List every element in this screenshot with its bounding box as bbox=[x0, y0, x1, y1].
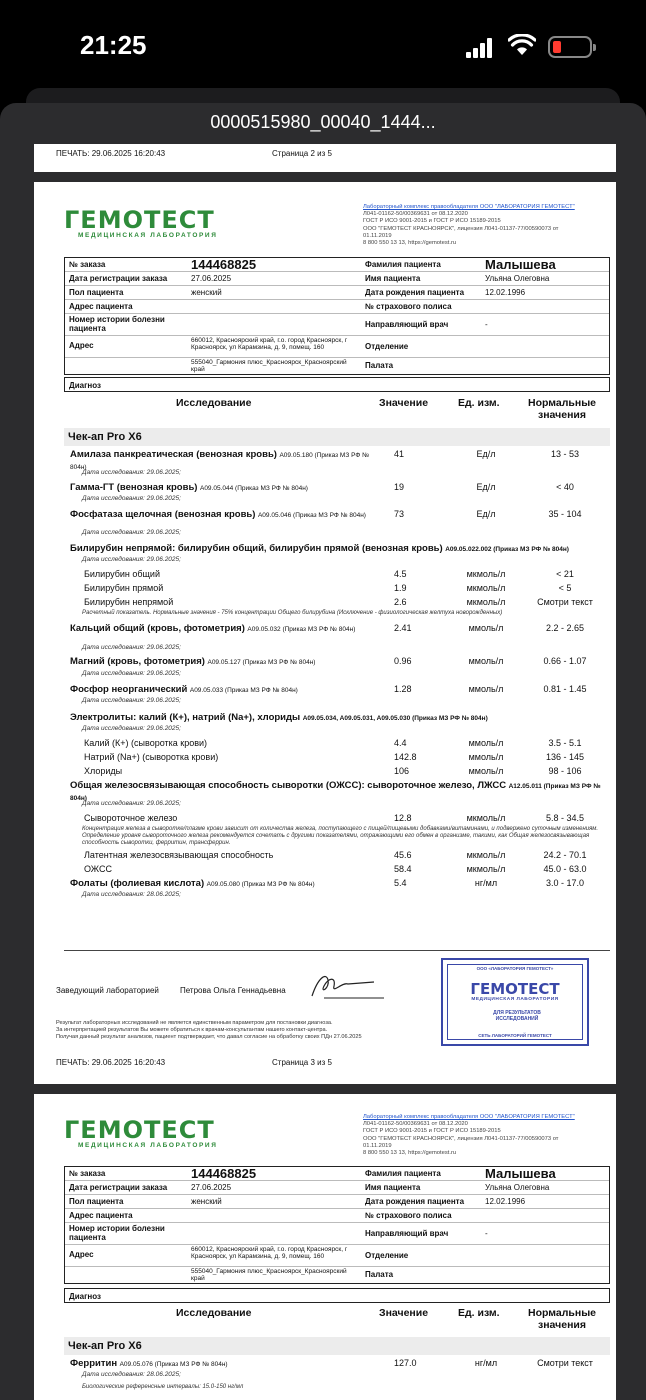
test-date: Дата исследования: 28.06.2025; bbox=[82, 1371, 181, 1378]
clock: 21:25 bbox=[80, 30, 147, 60]
diagnosis-row: Диагноз bbox=[64, 377, 610, 392]
test-group: Билирубин непрямой: билирубин общий, билирубин прямой (венозная кровь) A09.05.022.002 (Приказ МЗ РФ № 804н) bbox=[70, 543, 569, 554]
test-date: Дата исследования: 29.06.2025; bbox=[82, 800, 181, 807]
gemotest-logo: ГЕМОТЕСТ МЕДИЦИНСКАЯ ЛАБОРАТОРИЯ bbox=[64, 206, 218, 239]
test-row: Билирубин прямой 1.9 мкмоль/л < 5 bbox=[84, 583, 572, 593]
test-row: Билирубин непрямой 2.6 мкмоль/л Смотри текст bbox=[84, 597, 593, 607]
test-date: Дата исследования: 29.06.2025; bbox=[82, 725, 181, 732]
patient-info-table: № заказа 144468825 Фамилия пациента Малышева Дата регистрации заказа 27.06.2025 Имя пациента Ульяна Олеговна Пол пациента женский Дата рождения пациента 12.02.1996 Адрес пациента № страхового полиса Номер истории болезни пациента Направляющий врач - Адрес 660012, Красноярский край, г.о. город Красноярск, г Красноярск, ул Карамзина, д. 9, помещ. 160 Отделение 555040_Гармония плюс_Красноярск_Красноярский край Палата bbox=[64, 1166, 610, 1284]
col-unit: Ед. изм. bbox=[458, 397, 500, 409]
col-test: Исследование bbox=[176, 397, 252, 409]
test-row: Фосфор неорганический A09.05.033 (Приказ МЗ РФ № 804н) 1.28 ммоль/л 0.81 - 1.45 bbox=[70, 684, 587, 695]
gemotest-logo: ГЕМОТЕСТ МЕДИЦИНСКАЯ ЛАБОРАТОРИЯ bbox=[64, 1116, 218, 1149]
col-unit: Ед. изм. bbox=[458, 1307, 500, 1319]
pdf-page bbox=[34, 182, 616, 1084]
test-date: Дата исследования: 28.06.2025; bbox=[82, 891, 181, 898]
test-row: Гамма-ГТ (венозная кровь) A09.05.044 (Приказ МЗ РФ № 804н) 19 Ед/л < 40 bbox=[70, 482, 574, 493]
test-row: Сывороточное железо 12.8 мкмоль/л 5.8 - 34.5 bbox=[84, 813, 585, 823]
test-group: Общая железосвязывающая способность сыворотки (ОЖСС): сывороточное железо, ЛЖСС A12.05.011 (Приказ МЗ РФ № 804н) bbox=[70, 780, 601, 802]
test-row: Латентная железосвязывающая способность 45.6 мкмоль/л 24.2 - 70.1 bbox=[84, 850, 587, 860]
test-row: Натрий (Na+) (сыворотка крови) 142.8 ммоль/л 136 - 145 bbox=[84, 752, 585, 762]
test-row: Магний (кровь, фотометрия) A09.05.127 (Приказ МЗ РФ № 804н) 0.96 ммоль/л 0.66 - 1.07 bbox=[70, 656, 587, 667]
section-title: Чек-ап Pro X6 bbox=[64, 1337, 610, 1355]
test-row: Фолаты (фолиевая кислота) A09.05.080 (Приказ МЗ РФ № 804н) 5.4 нг/мл 3.0 - 17.0 bbox=[70, 878, 585, 889]
print-date: ПЕЧАТЬ: 29.06.2025 16:20:43 bbox=[56, 1058, 166, 1067]
test-row: Билирубин общий 4.5 мкмоль/л < 21 bbox=[84, 569, 574, 579]
test-row: Ферритин A09.05.076 (Приказ МЗ РФ № 804н) 127.0 нг/мл Смотри текст bbox=[70, 1358, 593, 1369]
lab-stamp: ООО «ЛАБОРАТОРИЯ ГЕМОТЕСТ» ГЕМОТЕСТ МЕДИЦИНСКАЯ ЛАБОРАТОРИЯ ДЛЯ РЕЗУЛЬТАТОВ ИССЛЕДОВАНИЙ СЕТЬ ЛАБОРАТОРИЙ ГЕМОТЕСТ bbox=[441, 958, 589, 1046]
test-row: Фосфатаза щелочная (венозная кровь) A09.05.046 (Приказ МЗ РФ № 804н) 73 Ед/л 35 - 104 bbox=[70, 509, 582, 520]
test-row: ОЖСС 58.4 мкмоль/л 45.0 - 63.0 bbox=[84, 864, 587, 874]
test-date: Дата исследования: 29.06.2025; bbox=[82, 644, 181, 651]
wifi-icon bbox=[508, 34, 536, 56]
test-row: Кальций общий (кровь, фотометрия) A09.05.032 (Приказ МЗ РФ № 804н) 2.41 ммоль/л 2.2 - 2.65 bbox=[70, 623, 585, 634]
col-norm: Нормальные значения bbox=[527, 1307, 596, 1331]
test-row: Амилаза панкреатическая (венозная кровь) A09.05.180 (Приказ МЗ РФ № 804н) 41 Ед/л 13 - 53 bbox=[70, 449, 580, 471]
test-date: Дата исследования: 29.06.2025; bbox=[82, 697, 181, 704]
cellular-signal-icon bbox=[466, 38, 492, 58]
signature bbox=[304, 968, 389, 1004]
status-bar bbox=[0, 0, 646, 95]
print-date: ПЕЧАТЬ: 29.06.2025 16:20:43 bbox=[56, 149, 166, 158]
col-norm: Нормальные значения bbox=[527, 397, 596, 421]
col-value: Значение bbox=[379, 1307, 429, 1319]
test-row: Хлориды 106 ммоль/л 98 - 106 bbox=[84, 766, 582, 776]
section-title: Чек-ап Pro X6 bbox=[64, 428, 610, 446]
test-group: Электролиты: калий (К+), натрий (Na+), хлориды A09.05.034, A09.05.031, A09.05.030 (Приказ МЗ РФ № 804н) bbox=[70, 712, 488, 723]
test-note: Концентрация железа в сыворотке/плазме крови зависит от количества железа, поступающего с пищей/пищевыми добавками/витаминами, и подвержено суточным изменениям. Определение уровня сывороточного железа рекомендуется сочетать с другими показателями, отражающими его обмен в организме, такими, как Общая железосвязывающая способность сыворотки, ферритин, трансферрин. bbox=[82, 826, 599, 846]
test-date: Дата исследования: 29.06.2025; bbox=[82, 670, 181, 677]
head-name: Петрова Ольга Геннадьевна bbox=[180, 986, 286, 995]
head-label: Заведующий лабораторией bbox=[56, 986, 159, 995]
test-date: Дата исследования: 29.06.2025; bbox=[82, 556, 181, 563]
col-test: Исследование bbox=[176, 1307, 252, 1319]
test-date: Дата исследования: 29.06.2025; bbox=[82, 469, 181, 476]
patient-info-table: № заказа 144468825 Фамилия пациента Малышева Дата регистрации заказа 27.06.2025 Имя пациента Ульяна Олеговна Пол пациента женский Дата рождения пациента 12.02.1996 Адрес пациента № страхового полиса Номер истории болезни пациента Направляющий врач - Адрес 660012, Красноярский край, г.о. город Красноярск, г Красноярск, ул Карамзина, д. 9, помещ. 160 Отделение 555040_Гармония плюс_Красноярск_Красноярский край Палата bbox=[64, 257, 610, 375]
pdf-page bbox=[34, 1094, 616, 1400]
test-note: Биологические референсные интервалы: 15.0-150 нг/мл bbox=[82, 1384, 244, 1390]
page-number: Страница 2 из 5 bbox=[272, 149, 332, 158]
test-date: Дата исследования: 29.06.2025; bbox=[82, 529, 181, 536]
disclaimer: Результат лабораторных исследований не является единственным параметром для постановки диагноза. За интерпретацией результатов Вы можете обратиться к врачам-консультантам нашего контакт-центра. Получая данный результат анализов, пациент подтверждает, что давал согласие на обработку своих ПДн 27.06.2025 bbox=[56, 1020, 362, 1040]
license-info: Лабораторный комплекс правообладателя ООО "ЛАБОРАТОРИЯ ГЕМОТЕСТ" Л041-01162-50/00369631 от 08.12.2020 ГОСТ Р ИСО 9001-2015 и ГОСТ Р ИСО 15189-2015 ООО "ГЕМОТЕСТ КРАСНОЯРСК", лицензия Л041-01137-77/00590073 от 01.11.2019 8 800 550 13 13, https://gemotest.ru bbox=[363, 1114, 575, 1157]
pdf-page-top bbox=[34, 144, 616, 172]
license-info: Лабораторный комплекс правообладателя ООО "ЛАБОРАТОРИЯ ГЕМОТЕСТ" Л041-01162-50/00369631 от 08.12.2020 ГОСТ Р ИСО 9001-2015 и ГОСТ Р ИСО 15189-2015 ООО "ГЕМОТЕСТ КРАСНОЯРСК", лицензия Л041-01137-77/00590073 от 01.11.2019 8 800 550 13 13, https://gemotest.ru bbox=[363, 204, 575, 247]
diagnosis-row: Диагноз bbox=[64, 1288, 610, 1303]
test-row: Калий (К+) (сыворотка крови) 4.4 ммоль/л 3.5 - 5.1 bbox=[84, 738, 582, 748]
test-note: Расчетный показатель. Нормальные значения - 75% концентрации Общего билирубина (Исключение - физиологическая желтуха новорожденных) bbox=[82, 610, 503, 616]
divider bbox=[64, 950, 610, 951]
col-value: Значение bbox=[379, 397, 429, 409]
battery-icon bbox=[548, 36, 592, 58]
test-date: Дата исследования: 29.06.2025; bbox=[82, 495, 181, 502]
document-title: 0000515980_00040_1444... bbox=[210, 112, 436, 132]
page-number: Страница 3 из 5 bbox=[272, 1058, 332, 1067]
